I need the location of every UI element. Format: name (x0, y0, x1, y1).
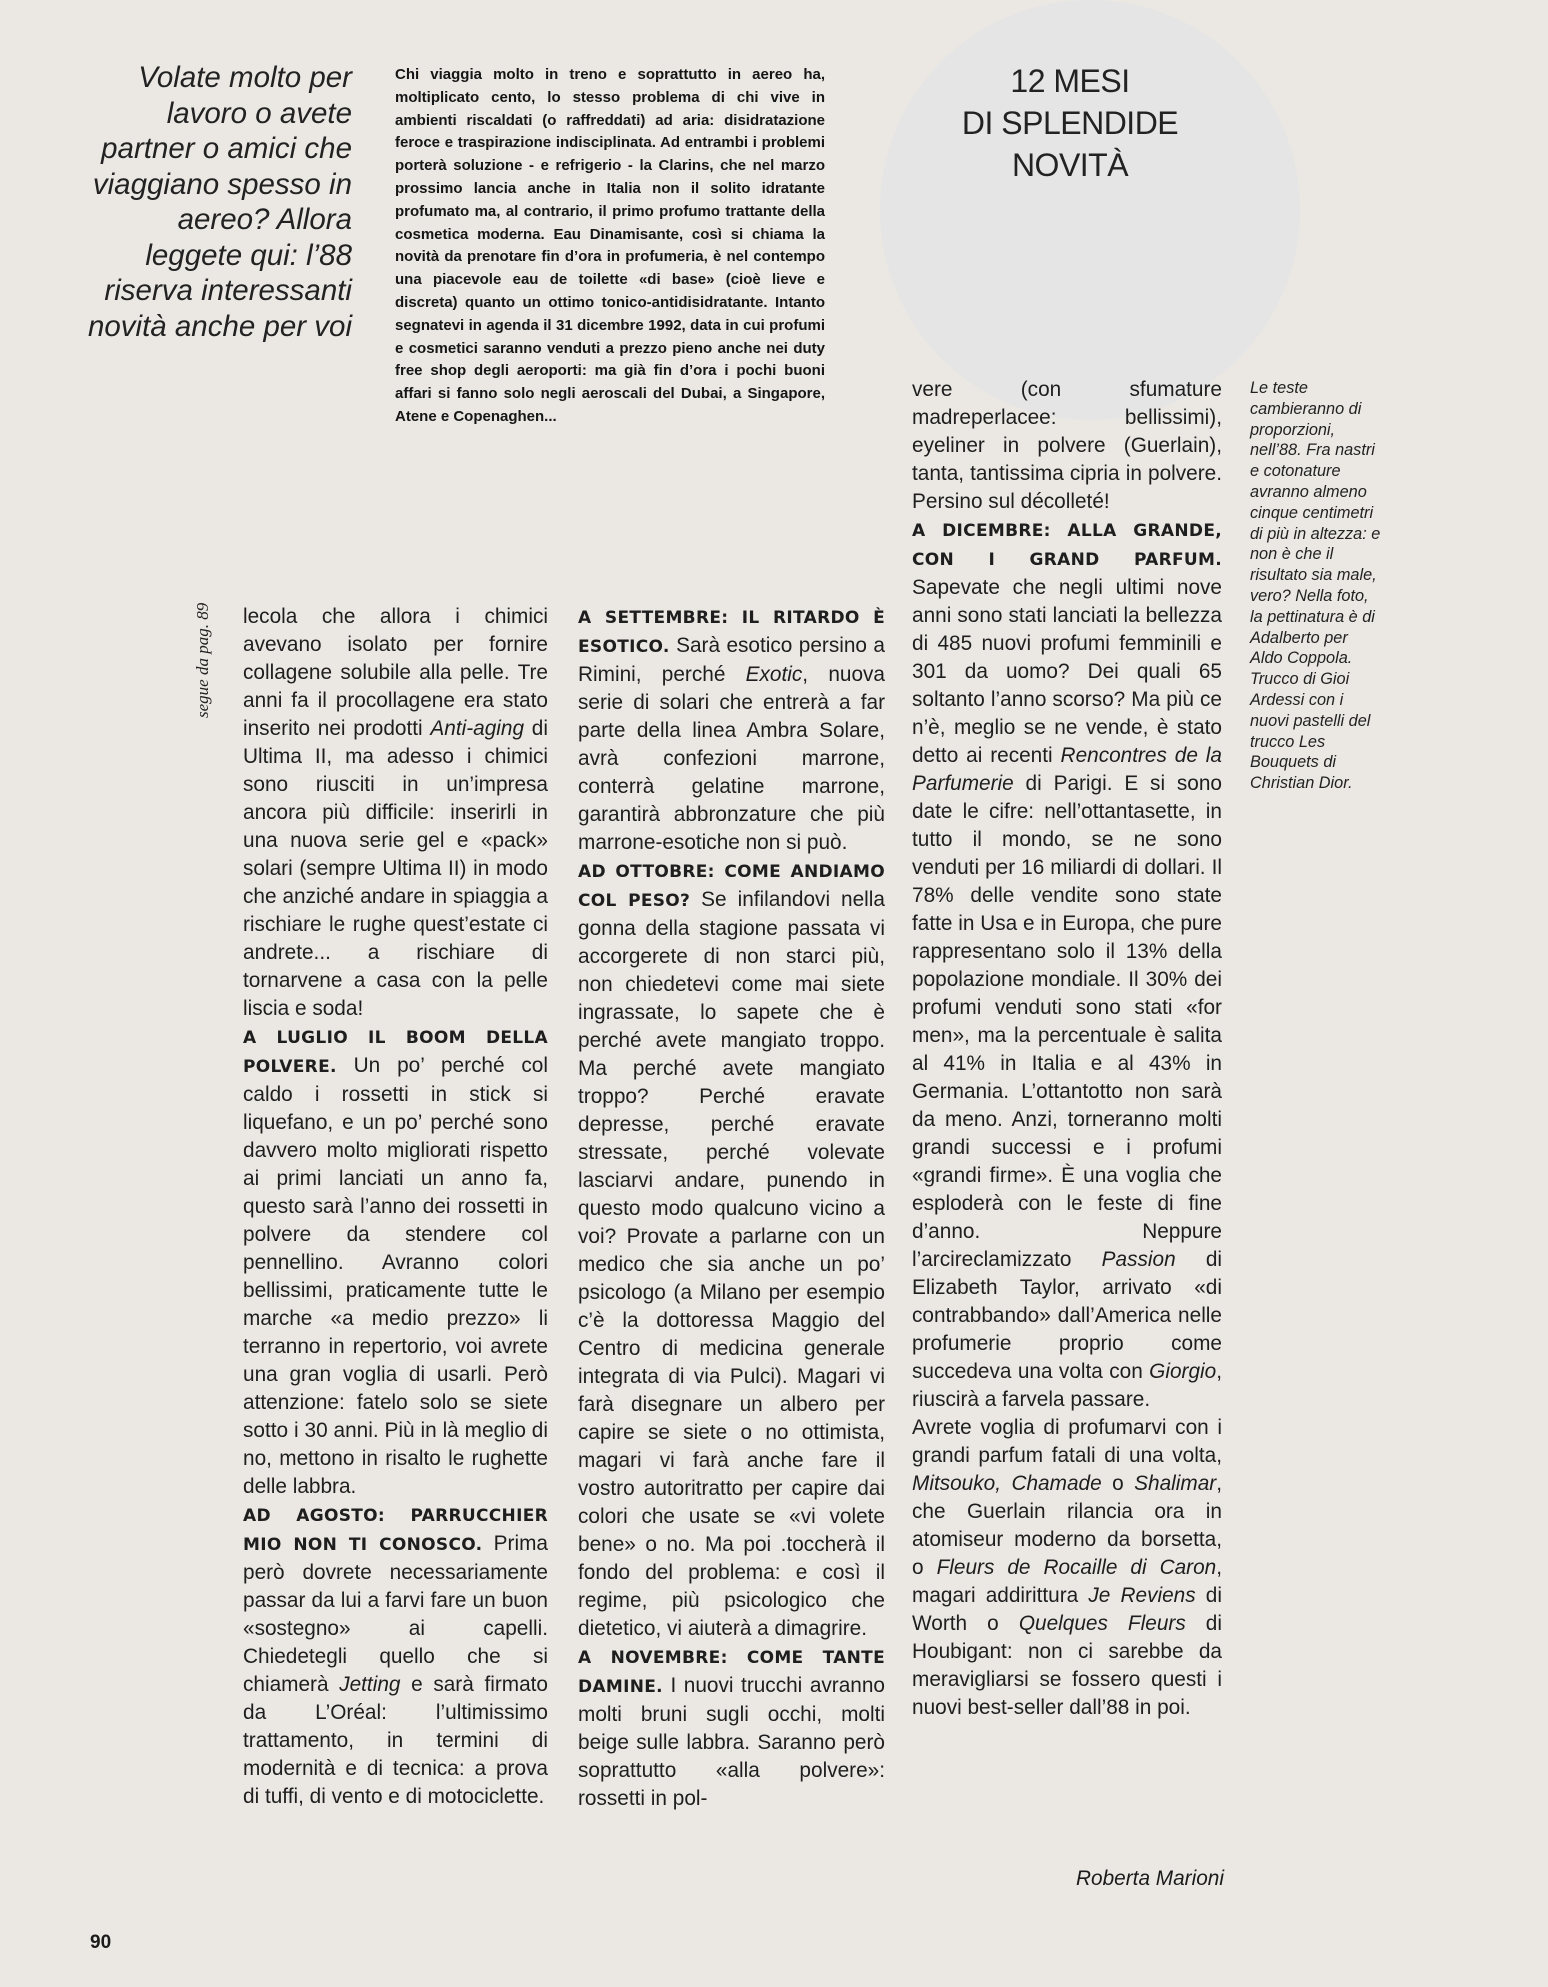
page-number: 90 (90, 1932, 112, 1953)
headline (950, 60, 1190, 186)
paragraph (578, 857, 885, 1643)
continued-from-note: segue da pag. 89 (193, 603, 212, 719)
text-run: di Worth o (912, 1584, 1222, 1635)
section-heading: A LUGLIO IL BOOM DELLA POLVERE. (243, 1028, 548, 1077)
paragraph (578, 603, 885, 857)
photo-caption: Le teste cambieranno di proporzioni, nell’88. Fra nastri e cotonature avranno almeno cinque centimetri di più in altezza: e non è che il risultato sia male, vero? Nella foto, la pettinatura è di Adalberto per Aldo Coppola. Trucco di Gioi Ardessi con i nuovi pastelli del trucco Les Bouquets di Christian Dior. (1250, 379, 1381, 793)
paragraph (243, 1023, 548, 1501)
headline-line-2: DI SPLENDIDE (961, 105, 1179, 141)
paragraph (243, 603, 548, 1023)
section-heading: AD AGOSTO: PARRUCCHIER MIO NON TI CONOSCO. (243, 1506, 548, 1555)
paragraph: vere (con sfumature madreperlacee: bellissimi), eyeliner in polvere (Guerlain), tanta, tantissima cipria in polvere. Persino sul décolleté! (912, 378, 1222, 513)
product-name: Shalimar (1134, 1472, 1217, 1495)
section-heading: AD OTTOBRE: COME ANDIAMO COL PESO? (578, 862, 885, 911)
product-name: Giorgio (1149, 1360, 1217, 1383)
product-name: Je Reviens (1088, 1584, 1196, 1607)
author-signature: Roberta Marioni (1076, 1867, 1224, 1890)
event-name: Rencontres de la Parfumerie (912, 744, 1222, 795)
product-name: Jetting (339, 1673, 401, 1696)
lead-paragraph: Chi viaggia molto in treno e soprattutto in aereo ha, moltiplicato cento, lo stesso problema di chi vive in ambienti riscaldati (o raffreddati) ad aria: disidratazione feroce e traspirazione indisciplinata. Ad entrambi i problemi porterà soluzione - e refrigerio - la Clarins, che nel marzo prossimo lancia anche in Italia non il solito idratante profumato ma, al contrario, il primo profumo trattante della cosmetica moderna. Eau Dinamisante, così si chiama la novità da prenotare fin d’ora in profumeria, è nel contempo una piacevole eau de toilette «di base» (cioè lieve e discreta) quanto un ottimo tonico-antidisidratante. Intanto segnatevi in agenda il 31 dicembre 1992, data in cui profumi e cosmetici saranno venduti a prezzo pieno anche nei duty free shop degli aeroporti: ma già fin d’ora i pochi buoni affari si fanno solo negli aeroscali del Dubai, a Singapore, Atene e Copenaghen... (395, 66, 825, 425)
headline-line-1: 12 MESI (1010, 63, 1130, 99)
text-run: lecola che allora i chimici avevano isolato per fornire collagene solubile alla pelle. Tre anni fa il procollagene era stato inserito nei prodotti (243, 605, 548, 740)
text-run: , nuova serie di solari che entrerà a far parte della linea Ambra Solare, avrà confezioni marrone, conterrà gelatine marrone, garantirà abbronzature che più marrone-esotiche non si può. (578, 663, 885, 854)
text-run: di Houbigant: non ci sarebbe da meravigliarsi se fossero questi i nuovi best-seller dall’88 in poi. (912, 1612, 1222, 1719)
headline-line-3: NOVITÀ (1011, 147, 1129, 183)
article-column-3 (912, 376, 1222, 1722)
text-run: , magari addirittura (912, 1556, 1222, 1607)
article-column-1 (243, 603, 548, 1811)
article-column-2 (578, 603, 885, 1813)
text-run: I nuovi trucchi avranno molti bruni sugli occhi, molti beige sulle labbra. Saranno però soprattutto «alla polvere»: rossetti in pol- (578, 1674, 885, 1810)
text-run: , riuscirà a farvela passare. (912, 1360, 1222, 1411)
product-name: Fleurs de Rocaille di Caron (936, 1556, 1217, 1579)
product-name: Quelques Fleurs (1018, 1612, 1186, 1635)
text-run: di Ultima II, ma adesso i chimici sono riusciti in un’impresa ancora più difficile: inserirli in una nuova serie gel e «pack» solari (sempre Ultima II) in modo che anziché andare in spiaggia a rischiare le rughe quest’estate ci andrete... a rischiare di tornarvene a casa con la pelle liscia e soda! (243, 717, 548, 1020)
text-run: di Parigi. E si sono date le cifre: nell’ottantasette, in tutto il mondo, se ne sono venduti per 16 miliardi di dollari. Il 78% delle vendite sono state fatte in Usa e in Europa, che pure rappresentano solo il 13% della popolazione mondiale. Il 30% dei profumi venduti sono stati «for men», ma la percentuale è salita al 41% in Italia e al 43% in Germania. L’ottantotto non sarà da meno. Anzi, torneranno molti grandi successi e i profumi «grandi firme». È una voglia che esploderà con le feste di fine d’anno. Neppure l’arcireclamizzato (912, 772, 1222, 1271)
text-run: Sapevate che negli ultimi nove anni sono stati lanciati la bellezza di 485 nuovi profumi femminili e 301 da uomo? Dei quali 65 soltanto l’anno scorso? Ma più ce n’è, meglio se ne vende, è stato detto ai recenti (912, 576, 1222, 767)
intro-text: Volate molto per lavoro o avete partner o amici che viaggiano spesso in aereo? Allora leggete qui: l’88 riserva interessanti novità anche per voi (87, 61, 352, 343)
text-run: Se infilandovi nella gonna della stagione passata vi accorgerete di non starci più, non chiedetevi come mai siete ingrassate, lo sapete che è perché avete mangiato troppo. Ma perché avete mangiato troppo? Perché eravate depresse, perché eravate stressate, perché volevate lasciarvi andare, punendo in questo modo qualcuno vicino a voi? Provate a parlarne con un medico che sia anche un po’ psicologo (a Milano per esempio c’è la dottoressa Maggio del Centro di medicina generale integrata di via Pulci). Magari vi farà disegnare un albero per capire se siete o no ottimista, magari vi farà anche fare il vostro autoritratto per capire dai colori che usate se «vi volete bene» o no. Ma poi .tocсherà il fondo del problema: e così il regime, più psicologico che dietetico, vi aiuterà a dimagrire. (578, 888, 885, 1640)
text-run: Avrete voglia di profumarvi con i grandi parfum fatali di una volta, (912, 1416, 1222, 1467)
product-name: Passion (1101, 1248, 1176, 1271)
section-heading: A DICEMBRE: ALLA GRANDE, CON I GRAND PARFUM. (912, 521, 1222, 570)
text-run: Prima però dovrete necessariamente passar da lui a farvi fare un buon «sostegno» ai capelli. Chiedetegli quello che si chiamerà (243, 1532, 548, 1696)
product-name: Exotic (745, 663, 803, 686)
paragraph (912, 516, 1222, 1414)
product-name: Mitsouko, Chamade (912, 1472, 1102, 1495)
paragraph (578, 1643, 885, 1813)
paragraph (243, 1501, 548, 1811)
text-run: , che Guerlain rilancia ora in atomiseur moderno da borsetta, o (912, 1472, 1223, 1579)
paragraph (912, 1414, 1222, 1722)
product-name: Anti-aging (430, 717, 525, 740)
text-run: e sarà firmato da L’Oréal: l’ultimissimo trattamento, in termini di modernità e di tecnica: a prova di tuffi, di vento e di motociclette. (243, 1673, 548, 1808)
text-run: Un po’ perché col caldo i rossetti in stick si liquefano, e un po’ perché sono davvero molto migliorati rispetto ai primi lanciati un anno fa, questo sarà l’anno dei rossetti in polvere da stendere col pennellino. Avranno colori bellissimi, praticamente tutte le marche «a medio prezzo» li terranno in repertorio, voi avrete una gran voglia di usarli. Però attenzione: fatelo solo se siete sotto i 30 anni. Più in là meglio di no, mettono in risalto le rughette delle labbra. (243, 1054, 548, 1498)
section-heading: A NOVEMBRE: COME TANTE DAMINE. (578, 1648, 885, 1697)
text-run: o (1101, 1472, 1135, 1495)
section-heading: A SETTEMBRE: IL RITARDO È ESOTICO. (578, 608, 885, 657)
text-run: Sarà esotico persino a Rimini, perché (578, 634, 885, 686)
text-run: di Elizabeth Taylor, arrivato «di contrabbando» dall’America nelle profumerie proprio come succedeva una volta con (912, 1248, 1223, 1383)
